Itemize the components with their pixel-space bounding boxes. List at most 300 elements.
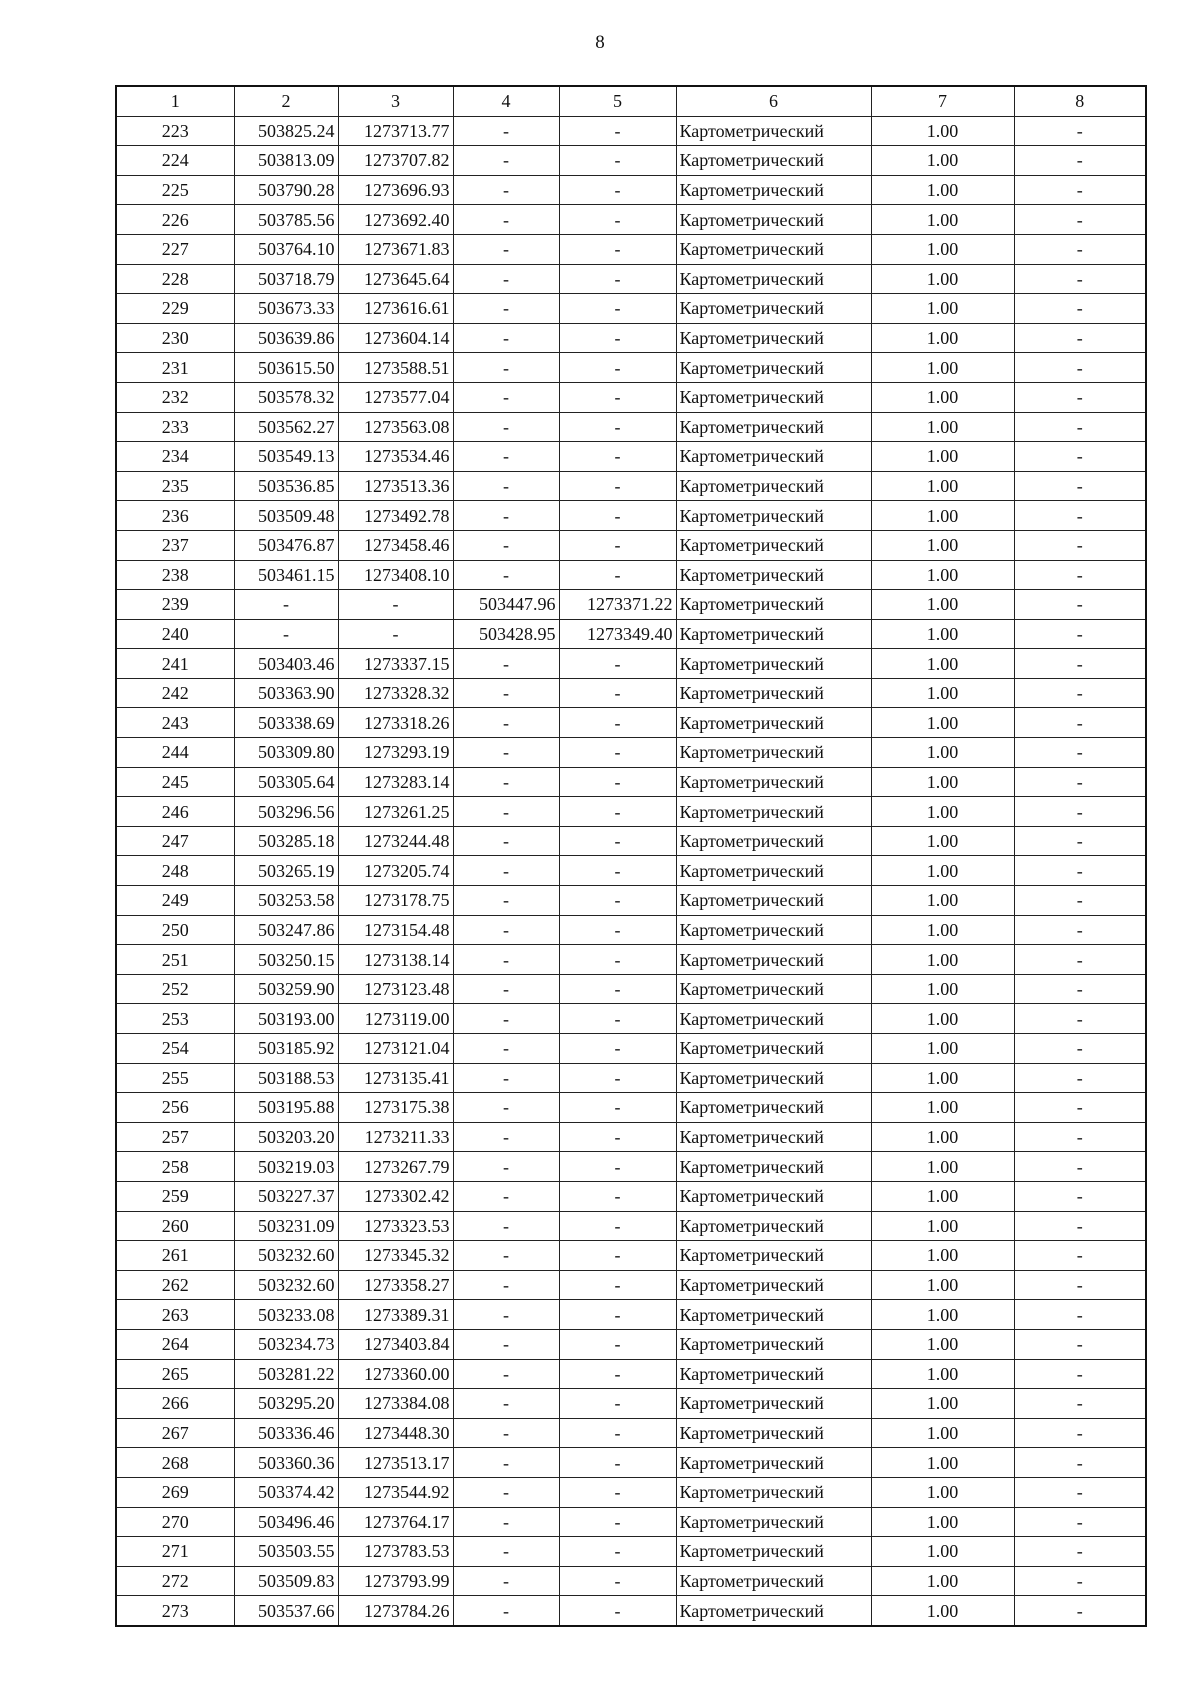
cell-method: Картометрический [676,442,871,472]
cell-accuracy: 1.00 [871,1477,1014,1507]
cell-description: - [1014,116,1146,146]
cell-coord-x: 503296.56 [234,797,338,827]
cell-coord-y: 1273267.79 [338,1152,453,1182]
cell-accuracy: 1.00 [871,205,1014,235]
cell-point-number: 264 [116,1329,234,1359]
cell-coord-x: 503193.00 [234,1004,338,1034]
cell-point-number: 253 [116,1004,234,1034]
cell-coord-x: 503233.08 [234,1300,338,1330]
cell-coord-y-new: - [559,945,676,975]
cell-coord-y: - [338,590,453,620]
cell-coord-y: 1273178.75 [338,886,453,916]
table-row [116,1389,1146,1419]
cell-accuracy: 1.00 [871,1270,1014,1300]
cell-description: - [1014,797,1146,827]
cell-coord-y-new: - [559,1063,676,1093]
cell-coord-x-new: - [453,1241,559,1271]
cell-coord-x: 503537.66 [234,1596,338,1626]
cell-coord-x: 503203.20 [234,1122,338,1152]
cell-method: Картометрический [676,649,871,679]
cell-method: Картометрический [676,501,871,531]
cell-coord-x-new: - [453,1329,559,1359]
cell-accuracy: 1.00 [871,826,1014,856]
cell-description: - [1014,1241,1146,1271]
coordinates-table [115,85,1147,1627]
cell-description: - [1014,1329,1146,1359]
table-row [116,442,1146,472]
cell-coord-y: 1273577.04 [338,382,453,412]
cell-coord-x: 503232.60 [234,1270,338,1300]
cell-coord-y-new: - [559,1596,676,1626]
cell-coord-y-new: - [559,1477,676,1507]
cell-coord-y: 1273492.78 [338,501,453,531]
cell-accuracy: 1.00 [871,1418,1014,1448]
cell-accuracy: 1.00 [871,382,1014,412]
cell-coord-x: 503250.15 [234,945,338,975]
cell-method: Картометрический [676,1241,871,1271]
cell-coord-y-new: - [559,1122,676,1152]
cell-accuracy: 1.00 [871,1211,1014,1241]
table-row [116,767,1146,797]
cell-point-number: 248 [116,856,234,886]
cell-coord-y: 1273205.74 [338,856,453,886]
cell-coord-x-new: - [453,738,559,768]
cell-description: - [1014,1034,1146,1064]
cell-coord-y-new: - [559,1241,676,1271]
cell-description: - [1014,382,1146,412]
table-row [116,797,1146,827]
cell-description: - [1014,1566,1146,1596]
cell-coord-y: 1273138.14 [338,945,453,975]
cell-accuracy: 1.00 [871,886,1014,916]
table-row [116,1329,1146,1359]
cell-coord-y-new: 1273371.22 [559,590,676,620]
cell-coord-y: 1273513.17 [338,1448,453,1478]
cell-method: Картометрический [676,471,871,501]
cell-description: - [1014,678,1146,708]
cell-description: - [1014,294,1146,324]
cell-description: - [1014,886,1146,916]
cell-coord-x: 503247.86 [234,915,338,945]
cell-description: - [1014,412,1146,442]
cell-point-number: 251 [116,945,234,975]
cell-method: Картометрический [676,353,871,383]
cell-method: Картометрический [676,1181,871,1211]
cell-coord-x-new: 503447.96 [453,590,559,620]
cell-method: Картометрический [676,708,871,738]
cell-method: Картометрический [676,234,871,264]
cell-coord-x-new: - [453,1477,559,1507]
cell-method: Картометрический [676,294,871,324]
cell-coord-x: 503195.88 [234,1093,338,1123]
table-row [116,1300,1146,1330]
table-row [116,915,1146,945]
cell-method: Картометрический [676,678,871,708]
cell-coord-x: 503188.53 [234,1063,338,1093]
cell-accuracy: 1.00 [871,1063,1014,1093]
table-row [116,116,1146,146]
cell-description: - [1014,234,1146,264]
cell-coord-y: 1273783.53 [338,1537,453,1567]
cell-accuracy: 1.00 [871,1596,1014,1626]
cell-accuracy: 1.00 [871,501,1014,531]
cell-coord-x-new: - [453,974,559,1004]
cell-description: - [1014,619,1146,649]
cell-coord-y-new: - [559,1448,676,1478]
cell-point-number: 254 [116,1034,234,1064]
cell-point-number: 270 [116,1507,234,1537]
cell-point-number: 233 [116,412,234,442]
cell-coord-y-new: - [559,767,676,797]
cell-coord-y-new: - [559,856,676,886]
cell-coord-x: 503295.20 [234,1389,338,1419]
table-row [116,412,1146,442]
cell-coord-x: 503615.50 [234,353,338,383]
cell-description: - [1014,1507,1146,1537]
cell-description: - [1014,501,1146,531]
cell-accuracy: 1.00 [871,738,1014,768]
table-row [116,974,1146,1004]
cell-description: - [1014,826,1146,856]
table-row [116,1211,1146,1241]
cell-coord-x-new: - [453,1359,559,1389]
cell-coord-y: 1273544.92 [338,1477,453,1507]
cell-method: Картометрический [676,619,871,649]
table-row [116,1566,1146,1596]
cell-coord-y: 1273616.61 [338,294,453,324]
cell-coord-y-new: - [559,1300,676,1330]
cell-accuracy: 1.00 [871,1329,1014,1359]
cell-description: - [1014,590,1146,620]
cell-coord-x-new: - [453,175,559,205]
cell-description: - [1014,1211,1146,1241]
cell-method: Картометрический [676,1477,871,1507]
cell-coord-x-new: - [453,205,559,235]
cell-description: - [1014,1270,1146,1300]
cell-point-number: 256 [116,1093,234,1123]
cell-coord-y-new: - [559,323,676,353]
cell-point-number: 265 [116,1359,234,1389]
cell-coord-y: 1273588.51 [338,353,453,383]
cell-coord-x-new: - [453,116,559,146]
cell-method: Картометрический [676,323,871,353]
cell-coord-x: 503265.19 [234,856,338,886]
cell-description: - [1014,649,1146,679]
cell-method: Картометрический [676,826,871,856]
cell-point-number: 225 [116,175,234,205]
cell-method: Картометрический [676,1389,871,1419]
cell-coord-x: 503549.13 [234,442,338,472]
cell-coord-x-new: - [453,1507,559,1537]
cell-coord-y-new: - [559,116,676,146]
cell-accuracy: 1.00 [871,1004,1014,1034]
cell-coord-x: - [234,590,338,620]
column-header-3: 3 [338,86,453,116]
cell-coord-x-new: - [453,649,559,679]
cell-coord-x: 503403.46 [234,649,338,679]
cell-accuracy: 1.00 [871,856,1014,886]
table-row [116,1448,1146,1478]
cell-point-number: 271 [116,1537,234,1567]
table-row [116,1507,1146,1537]
cell-accuracy: 1.00 [871,234,1014,264]
cell-coord-x: 503562.27 [234,412,338,442]
cell-accuracy: 1.00 [871,1093,1014,1123]
cell-coord-x: 503336.46 [234,1418,338,1448]
table-row [116,738,1146,768]
cell-accuracy: 1.00 [871,323,1014,353]
cell-description: - [1014,1418,1146,1448]
cell-accuracy: 1.00 [871,1034,1014,1064]
cell-method: Картометрический [676,1122,871,1152]
cell-coord-y-new: - [559,1211,676,1241]
cell-description: - [1014,560,1146,590]
cell-coord-x-new: - [453,382,559,412]
cell-accuracy: 1.00 [871,560,1014,590]
table-row [116,1063,1146,1093]
cell-point-number: 230 [116,323,234,353]
cell-coord-x-new: - [453,501,559,531]
cell-coord-y-new: - [559,264,676,294]
cell-accuracy: 1.00 [871,471,1014,501]
cell-point-number: 231 [116,353,234,383]
cell-coord-y-new: - [559,560,676,590]
cell-coord-x-new: - [453,442,559,472]
cell-coord-x: 503309.80 [234,738,338,768]
cell-coord-x-new: - [453,1093,559,1123]
cell-method: Картометрический [676,738,871,768]
cell-method: Картометрический [676,1359,871,1389]
table-row [116,146,1146,176]
cell-coord-x-new: - [453,826,559,856]
column-header-6: 6 [676,86,871,116]
cell-coord-x: 503578.32 [234,382,338,412]
cell-coord-x: 503503.55 [234,1537,338,1567]
cell-coord-y: 1273692.40 [338,205,453,235]
cell-coord-x-new: - [453,1181,559,1211]
cell-description: - [1014,1359,1146,1389]
cell-point-number: 227 [116,234,234,264]
cell-method: Картометрический [676,382,871,412]
cell-coord-y: 1273360.00 [338,1359,453,1389]
cell-method: Картометрический [676,1152,871,1182]
cell-coord-y-new: - [559,294,676,324]
cell-point-number: 260 [116,1211,234,1241]
table-row [116,264,1146,294]
cell-point-number: 237 [116,530,234,560]
cell-accuracy: 1.00 [871,974,1014,1004]
cell-coord-y: 1273403.84 [338,1329,453,1359]
cell-coord-y: 1273671.83 [338,234,453,264]
cell-coord-y: 1273283.14 [338,767,453,797]
cell-coord-x: 503285.18 [234,826,338,856]
cell-coord-y: 1273328.32 [338,678,453,708]
cell-point-number: 263 [116,1300,234,1330]
cell-coord-y: 1273534.46 [338,442,453,472]
cell-description: - [1014,471,1146,501]
cell-coord-x-new: - [453,1270,559,1300]
cell-coord-x: 503718.79 [234,264,338,294]
cell-point-number: 258 [116,1152,234,1182]
cell-coord-x: 503536.85 [234,471,338,501]
cell-coord-y: - [338,619,453,649]
cell-coord-x: 503673.33 [234,294,338,324]
cell-point-number: 273 [116,1596,234,1626]
table-row [116,708,1146,738]
cell-coord-y: 1273175.38 [338,1093,453,1123]
cell-method: Картометрический [676,945,871,975]
cell-coord-x-new: - [453,146,559,176]
cell-accuracy: 1.00 [871,1389,1014,1419]
cell-method: Картометрический [676,264,871,294]
cell-method: Картометрический [676,1329,871,1359]
table-row [116,1359,1146,1389]
table-row [116,175,1146,205]
table-row [116,1596,1146,1626]
table-row [116,649,1146,679]
cell-coord-y: 1273389.31 [338,1300,453,1330]
cell-point-number: 272 [116,1566,234,1596]
cell-coord-y: 1273154.48 [338,915,453,945]
cell-coord-y-new: - [559,234,676,264]
cell-accuracy: 1.00 [871,353,1014,383]
cell-description: - [1014,530,1146,560]
cell-method: Картометрический [676,767,871,797]
cell-accuracy: 1.00 [871,797,1014,827]
cell-coord-x: 503360.36 [234,1448,338,1478]
cell-accuracy: 1.00 [871,1537,1014,1567]
cell-description: - [1014,767,1146,797]
cell-method: Картометрический [676,1537,871,1567]
cell-coord-y: 1273358.27 [338,1270,453,1300]
cell-coord-y-new: - [559,1537,676,1567]
cell-coord-x: 503496.46 [234,1507,338,1537]
cell-coord-x-new: - [453,856,559,886]
cell-point-number: 250 [116,915,234,945]
cell-coord-y-new: - [559,1329,676,1359]
cell-coord-y-new: - [559,501,676,531]
cell-method: Картометрический [676,590,871,620]
cell-accuracy: 1.00 [871,1359,1014,1389]
cell-point-number: 249 [116,886,234,916]
cell-point-number: 235 [116,471,234,501]
cell-coord-x: 503476.87 [234,530,338,560]
cell-accuracy: 1.00 [871,1300,1014,1330]
cell-coord-x: 503281.22 [234,1359,338,1389]
cell-coord-x-new: - [453,708,559,738]
table-row [116,1241,1146,1271]
cell-method: Картометрический [676,205,871,235]
table-row [116,205,1146,235]
cell-coord-x-new: 503428.95 [453,619,559,649]
cell-coord-y: 1273764.17 [338,1507,453,1537]
cell-coord-x-new: - [453,915,559,945]
cell-coord-y-new: - [559,678,676,708]
cell-coord-y-new: - [559,471,676,501]
table-row [116,945,1146,975]
cell-coord-x: 503509.83 [234,1566,338,1596]
table-row [116,471,1146,501]
cell-coord-y-new: - [559,205,676,235]
cell-point-number: 267 [116,1418,234,1448]
table-row [116,1270,1146,1300]
cell-coord-y-new: - [559,1507,676,1537]
table-row [116,501,1146,531]
table-row [116,1122,1146,1152]
cell-coord-y: 1273713.77 [338,116,453,146]
cell-coord-x-new: - [453,1448,559,1478]
cell-accuracy: 1.00 [871,1566,1014,1596]
cell-accuracy: 1.00 [871,708,1014,738]
cell-point-number: 229 [116,294,234,324]
table-row [116,530,1146,560]
cell-coord-x: 503305.64 [234,767,338,797]
cell-coord-y-new: - [559,708,676,738]
cell-description: - [1014,353,1146,383]
cell-coord-x-new: - [453,1596,559,1626]
cell-coord-x-new: - [453,1418,559,1448]
table-row [116,678,1146,708]
cell-accuracy: 1.00 [871,649,1014,679]
table-row [116,619,1146,649]
cell-point-number: 269 [116,1477,234,1507]
cell-coord-y: 1273123.48 [338,974,453,1004]
cell-method: Картометрический [676,146,871,176]
table-row [116,826,1146,856]
cell-coord-x: 503231.09 [234,1211,338,1241]
cell-accuracy: 1.00 [871,619,1014,649]
cell-accuracy: 1.00 [871,1152,1014,1182]
cell-coord-x: 503764.10 [234,234,338,264]
cell-coord-y: 1273784.26 [338,1596,453,1626]
cell-accuracy: 1.00 [871,442,1014,472]
cell-coord-x-new: - [453,1300,559,1330]
cell-point-number: 246 [116,797,234,827]
cell-description: - [1014,1477,1146,1507]
cell-point-number: 223 [116,116,234,146]
cell-coord-x: 503253.58 [234,886,338,916]
cell-coord-x: 503219.03 [234,1152,338,1182]
cell-coord-y: 1273793.99 [338,1566,453,1596]
cell-coord-x: 503825.24 [234,116,338,146]
cell-point-number: 262 [116,1270,234,1300]
table-row [116,294,1146,324]
cell-coord-y-new: - [559,797,676,827]
cell-description: - [1014,1389,1146,1419]
table-row [116,1181,1146,1211]
cell-coord-x-new: - [453,234,559,264]
cell-point-number: 239 [116,590,234,620]
cell-method: Картометрический [676,530,871,560]
table-row [116,323,1146,353]
cell-point-number: 245 [116,767,234,797]
cell-point-number: 266 [116,1389,234,1419]
cell-coord-x: 503363.90 [234,678,338,708]
cell-method: Картометрический [676,1093,871,1123]
cell-coord-y-new: - [559,442,676,472]
cell-coord-x: 503259.90 [234,974,338,1004]
cell-method: Картометрический [676,915,871,945]
cell-coord-y-new: - [559,1034,676,1064]
cell-method: Картометрический [676,1507,871,1537]
cell-description: - [1014,1063,1146,1093]
table-row [116,353,1146,383]
cell-accuracy: 1.00 [871,915,1014,945]
cell-coord-y-new: - [559,738,676,768]
cell-point-number: 241 [116,649,234,679]
cell-point-number: 242 [116,678,234,708]
cell-coord-x: 503338.69 [234,708,338,738]
